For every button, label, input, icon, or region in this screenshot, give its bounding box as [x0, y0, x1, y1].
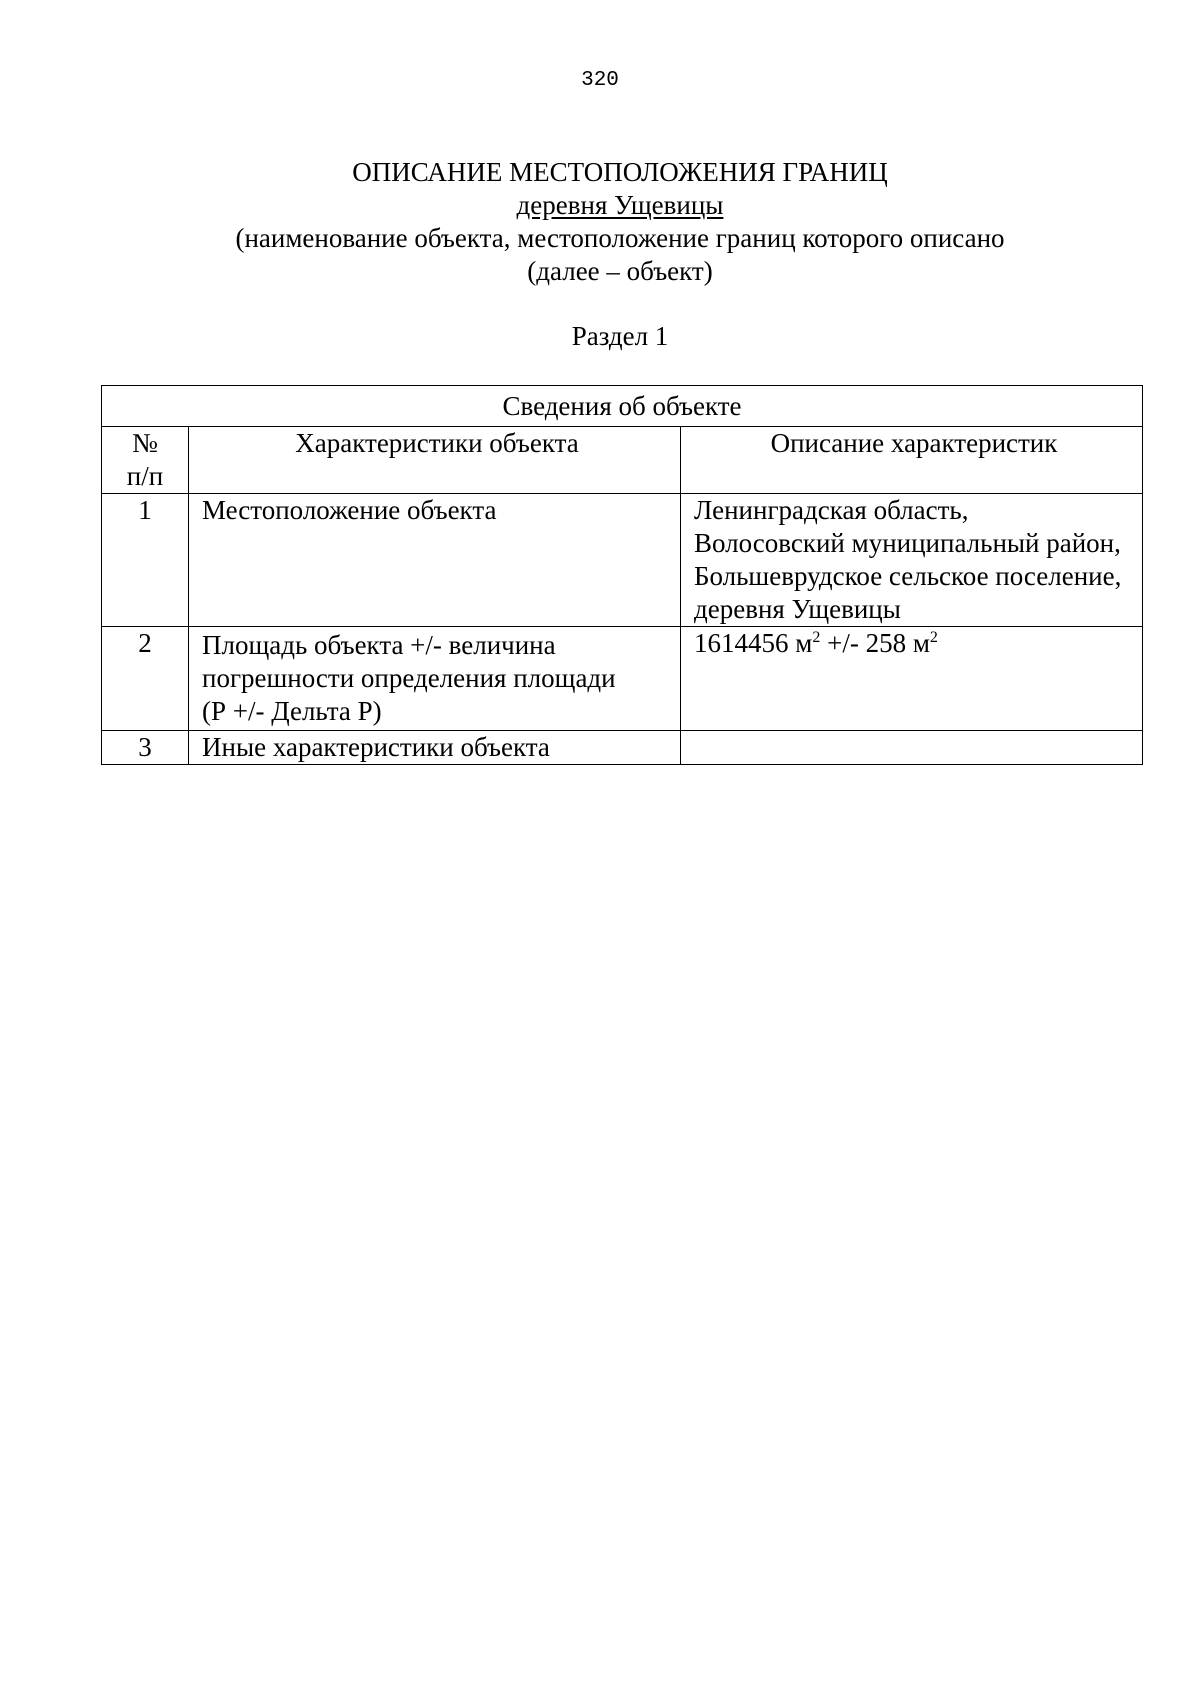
object-info-table	[101, 385, 1143, 765]
row-description	[681, 494, 1143, 627]
area-error-unit-exponent: 2	[929, 629, 938, 646]
header-characteristics: Характеристики объекта	[189, 427, 681, 494]
table-row	[102, 731, 1143, 765]
row-characteristic: Иные характеристики объекта	[189, 731, 681, 765]
characteristic-line: Площадь объекта +/- величина	[202, 630, 556, 660]
row-num: 2	[102, 627, 189, 731]
document-heading	[100, 156, 1140, 288]
table-caption: Сведения об объекте	[102, 386, 1143, 427]
row-num: 1	[102, 494, 189, 627]
header-description: Описание характеристик	[681, 427, 1143, 494]
description-line: деревня Ущевицы	[694, 594, 901, 624]
area-value: 1614456 м	[694, 628, 813, 658]
header-num	[102, 427, 189, 494]
characteristic-line: погрешности определения площади	[202, 663, 616, 693]
page-number: 320	[581, 69, 619, 92]
header-num-line2: п/п	[126, 461, 164, 491]
characteristic-line: (Р +/- Дельта Р)	[202, 696, 382, 726]
header-num-line1: №	[132, 428, 158, 458]
table-row	[102, 627, 1143, 731]
description-line: Волосовский муниципальный район,	[694, 528, 1121, 558]
row-description	[681, 731, 1143, 765]
row-characteristic: Местоположение объекта	[189, 494, 681, 627]
area-error: +/- 258 м	[820, 628, 930, 658]
row-description	[681, 627, 1143, 731]
area-unit-exponent: 2	[812, 629, 821, 646]
document-title: ОПИСАНИЕ МЕСТОПОЛОЖЕНИЯ ГРАНИЦ	[352, 157, 888, 187]
description-line: Ленинградская область,	[694, 495, 969, 525]
description-line: Большеврудское сельское поселение,	[694, 561, 1122, 591]
table-caption-row	[102, 386, 1143, 427]
object-name-caption-line2: (далее – объект)	[527, 256, 713, 286]
table-header-row	[102, 427, 1143, 494]
row-characteristic	[189, 627, 681, 731]
table-row	[102, 494, 1143, 627]
row-num: 3	[102, 731, 189, 765]
section-title: Раздел 1	[571, 321, 669, 351]
object-name: деревня Ущевицы	[516, 190, 724, 220]
object-name-caption-line1: (наименование объекта, местоположение границ которого описано	[235, 223, 1005, 253]
